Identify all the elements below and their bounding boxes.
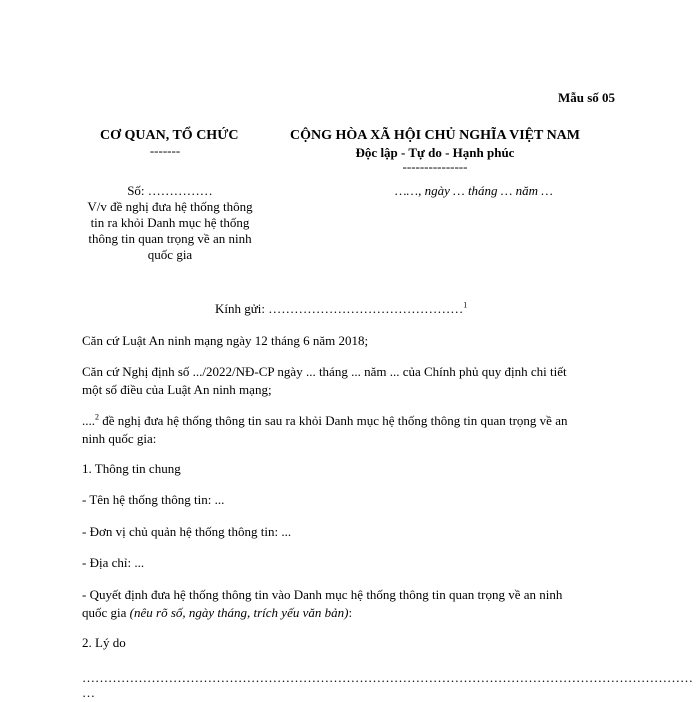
form-number: Mẫu số 05 bbox=[558, 90, 616, 105]
owner-unit-field: - Đơn vị chủ quản hệ thống thông tin: ... bbox=[82, 524, 292, 539]
decision-note: (nêu rõ số, ngày tháng, trích yếu văn bản) bbox=[129, 605, 349, 620]
national-divider: --------------- bbox=[402, 159, 468, 174]
section-2-title: 2. Lý do bbox=[82, 635, 126, 650]
subject-line-4: quốc gia bbox=[147, 247, 193, 262]
national-motto: Độc lập - Tự do - Hạnh phúc bbox=[355, 145, 515, 160]
basis-decree-line-1: Căn cứ Nghị định số .../2022/NĐ-CP ngày ... tháng ... năm ... của Chính phủ quy định chi tiết bbox=[82, 364, 567, 379]
national-header bbox=[270, 128, 600, 173]
date-line bbox=[395, 183, 553, 199]
document-number: Số: …………… bbox=[127, 183, 213, 198]
date-text: ……, ngày … tháng … năm … bbox=[395, 183, 553, 198]
basis-decree-line-2: một số điều của Luật An ninh mạng; bbox=[82, 382, 272, 397]
subject-line-3: thông tin quan trọng về an ninh bbox=[88, 231, 252, 246]
basis-law: Căn cứ Luật An ninh mạng ngày 12 tháng 6 năm 2018; bbox=[82, 333, 369, 348]
request-paragraph bbox=[82, 412, 567, 448]
decision-line-2: quốc gia bbox=[82, 605, 130, 620]
basis-decree bbox=[82, 363, 567, 399]
footnote-2: 2 bbox=[95, 412, 99, 422]
request-line-2: ninh quốc gia: bbox=[82, 431, 157, 446]
document-reference bbox=[70, 183, 270, 263]
recipient-line bbox=[215, 300, 467, 318]
organization-header bbox=[100, 128, 239, 158]
recipient-label: Kính gửi: ……………………………………… bbox=[215, 301, 464, 316]
decision-line-1: - Quyết định đưa hệ thống thông tin vào Danh mục hệ thống thông tin quan trọng về an ninh bbox=[82, 587, 563, 602]
section-1-title: 1. Thông tin chung bbox=[82, 461, 181, 476]
subject-line-2: tin ra khỏi Danh mục hệ thống bbox=[90, 215, 250, 230]
decision-end: : bbox=[348, 605, 353, 620]
reason-dots: …………………………………………………………………………………………………………………………… bbox=[82, 670, 693, 685]
request-line-1: đề nghị đưa hệ thống thông tin sau ra khỏi Danh mục hệ thống thông tin quan trọng về an bbox=[99, 413, 568, 428]
footnote-1: 1 bbox=[463, 300, 468, 310]
request-prefix: .... bbox=[82, 413, 95, 428]
reason-dots-tail: … bbox=[82, 685, 95, 700]
decision-field bbox=[82, 586, 562, 622]
organization-divider: ------- bbox=[149, 143, 181, 158]
organization-name: CƠ QUAN, TỔ CHỨC bbox=[100, 128, 239, 143]
national-title: CỘNG HÒA XÃ HỘI CHỦ NGHĨA VIỆT NAM bbox=[289, 128, 580, 143]
subject-line-1: V/v đề nghị đưa hệ thống thông bbox=[87, 199, 253, 214]
address-field: - Địa chỉ: ... bbox=[82, 555, 145, 570]
system-name-field: - Tên hệ thống thông tin: ... bbox=[82, 492, 225, 507]
